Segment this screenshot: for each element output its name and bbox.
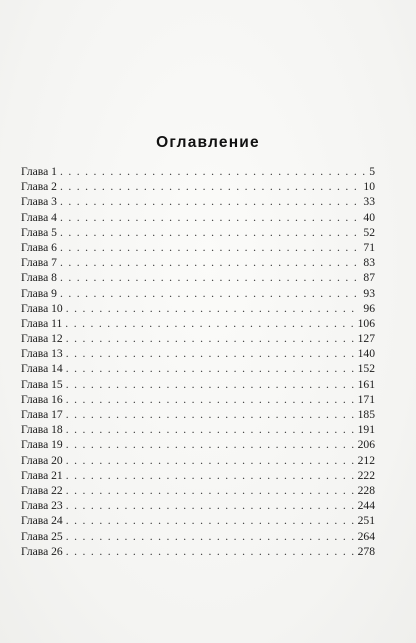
toc-entry-label: Глава 20 xyxy=(21,453,63,467)
toc-entry-page: 161 xyxy=(357,377,375,391)
toc-entry xyxy=(21,422,375,437)
toc-entry xyxy=(21,210,375,225)
toc-entry-page: 87 xyxy=(363,271,375,285)
toc-entry xyxy=(21,468,375,483)
toc-entry-leader xyxy=(66,331,355,346)
toc-entry-label: Глава 24 xyxy=(21,514,63,528)
toc-entry-label: Глава 18 xyxy=(21,423,63,437)
toc-entry xyxy=(21,301,375,316)
toc-entry-leader xyxy=(60,286,360,301)
toc-entry-page: 278 xyxy=(357,544,375,558)
toc-entry-leader xyxy=(66,346,355,361)
toc-entry xyxy=(21,286,375,301)
toc-entry-leader xyxy=(66,483,355,498)
toc-entry-label: Глава 19 xyxy=(21,438,63,452)
toc-entry-label: Глава 10 xyxy=(21,301,63,315)
toc-entry-page: 185 xyxy=(357,408,375,421)
toc-entry-label: Глава 17 xyxy=(21,408,63,421)
toc-entry-label: Глава 11 xyxy=(21,316,63,330)
toc-entry-leader xyxy=(66,377,355,392)
toc-entry-leader xyxy=(66,392,355,407)
toc-entry-leader xyxy=(66,513,355,528)
toc-entry-leader xyxy=(65,316,354,331)
toc-entry-label: Глава 23 xyxy=(21,499,63,513)
toc-entry xyxy=(21,361,375,376)
toc-entry xyxy=(21,179,375,194)
toc-entry xyxy=(21,377,375,392)
toc-entry-leader xyxy=(66,498,355,513)
toc-entry-page: 228 xyxy=(357,483,375,497)
toc-entry-page: 106 xyxy=(357,316,375,330)
toc-entry-leader xyxy=(66,422,355,437)
toc-entry-leader xyxy=(60,194,360,209)
toc-entry-label: Глава 9 xyxy=(21,286,57,300)
toc-entry-label: Глава 22 xyxy=(21,483,63,497)
toc-entry-label: Глава 21 xyxy=(21,468,63,482)
toc-entry-page: 33 xyxy=(363,195,375,209)
toc-entry-page: 212 xyxy=(357,453,375,467)
toc-entry-leader xyxy=(60,240,360,255)
toc-entry-page: 140 xyxy=(357,347,375,361)
toc-entry-label: Глава 1 xyxy=(21,165,57,178)
toc-entry-leader xyxy=(66,544,355,559)
toc-entry-leader xyxy=(66,407,355,422)
toc-entry-label: Глава 6 xyxy=(21,240,57,254)
toc-entry-label: Глава 16 xyxy=(21,392,63,406)
toc-entry-page: 96 xyxy=(363,301,375,315)
toc-entry-label: Глава 2 xyxy=(21,180,57,194)
toc-entry-page: 171 xyxy=(357,392,375,406)
toc-entry-leader xyxy=(66,468,355,483)
toc-entry-label: Глава 12 xyxy=(21,332,63,346)
toc-entry-page: 264 xyxy=(357,529,375,543)
toc-entry xyxy=(21,407,375,422)
toc-entry xyxy=(21,346,375,361)
toc-entry-page: 71 xyxy=(363,240,375,254)
toc-entry-label: Глава 26 xyxy=(21,544,63,558)
toc-entry xyxy=(21,437,375,452)
toc-entry-leader xyxy=(60,179,360,194)
toc-entry-leader xyxy=(66,361,355,376)
toc-title: Оглавление xyxy=(156,134,260,151)
toc-entry-leader xyxy=(60,210,360,225)
toc-entry xyxy=(21,513,375,528)
toc-entry-page: 5 xyxy=(369,165,375,178)
toc-entry-page: 222 xyxy=(357,468,375,482)
toc-entry-leader xyxy=(60,270,360,285)
toc-entry-label: Глава 4 xyxy=(21,210,57,224)
toc-entry-page: 93 xyxy=(363,286,375,300)
toc-entry-page: 40 xyxy=(363,210,375,224)
toc-entry-page: 152 xyxy=(357,362,375,376)
toc-entry-label: Глава 15 xyxy=(21,377,63,391)
toc-entry-label: Глава 7 xyxy=(21,256,57,270)
toc-entry-leader xyxy=(60,225,360,240)
toc-entry-label: Глава 14 xyxy=(21,362,63,376)
toc-entry xyxy=(21,529,375,544)
toc-entry-leader xyxy=(66,301,361,316)
toc-entry xyxy=(21,498,375,513)
toc-list xyxy=(21,164,375,559)
toc-entry xyxy=(21,240,375,255)
toc-entry-page: 251 xyxy=(357,514,375,528)
toc-entry-label: Глава 13 xyxy=(21,347,63,361)
toc-entry-page: 206 xyxy=(357,438,375,452)
toc-entry-label: Глава 5 xyxy=(21,225,57,239)
toc-entry-page: 191 xyxy=(357,423,375,437)
toc-entry-page: 244 xyxy=(357,499,375,513)
toc-entry xyxy=(21,316,375,331)
toc-entry xyxy=(21,194,375,209)
toc-entry-page: 10 xyxy=(363,180,375,194)
toc-entry-page: 127 xyxy=(357,332,375,346)
toc-entry-leader xyxy=(66,437,355,452)
toc-entry-label: Глава 3 xyxy=(21,195,57,209)
toc-entry xyxy=(21,164,375,179)
toc-entry xyxy=(21,331,375,346)
toc-entry-page: 52 xyxy=(363,225,375,239)
toc-entry-page: 83 xyxy=(363,256,375,270)
toc-entry-leader xyxy=(66,453,355,468)
toc-entry xyxy=(21,255,375,270)
toc-entry-leader xyxy=(60,164,366,179)
toc-entry xyxy=(21,483,375,498)
toc-entry-label: Глава 8 xyxy=(21,271,57,285)
toc-entry-label: Глава 25 xyxy=(21,529,63,543)
toc-entry xyxy=(21,392,375,407)
toc-entry xyxy=(21,453,375,468)
toc-entry xyxy=(21,544,375,559)
toc-entry xyxy=(21,270,375,285)
toc-entry-leader xyxy=(60,255,360,270)
toc-entry xyxy=(21,225,375,240)
toc-entry-leader xyxy=(66,529,355,544)
